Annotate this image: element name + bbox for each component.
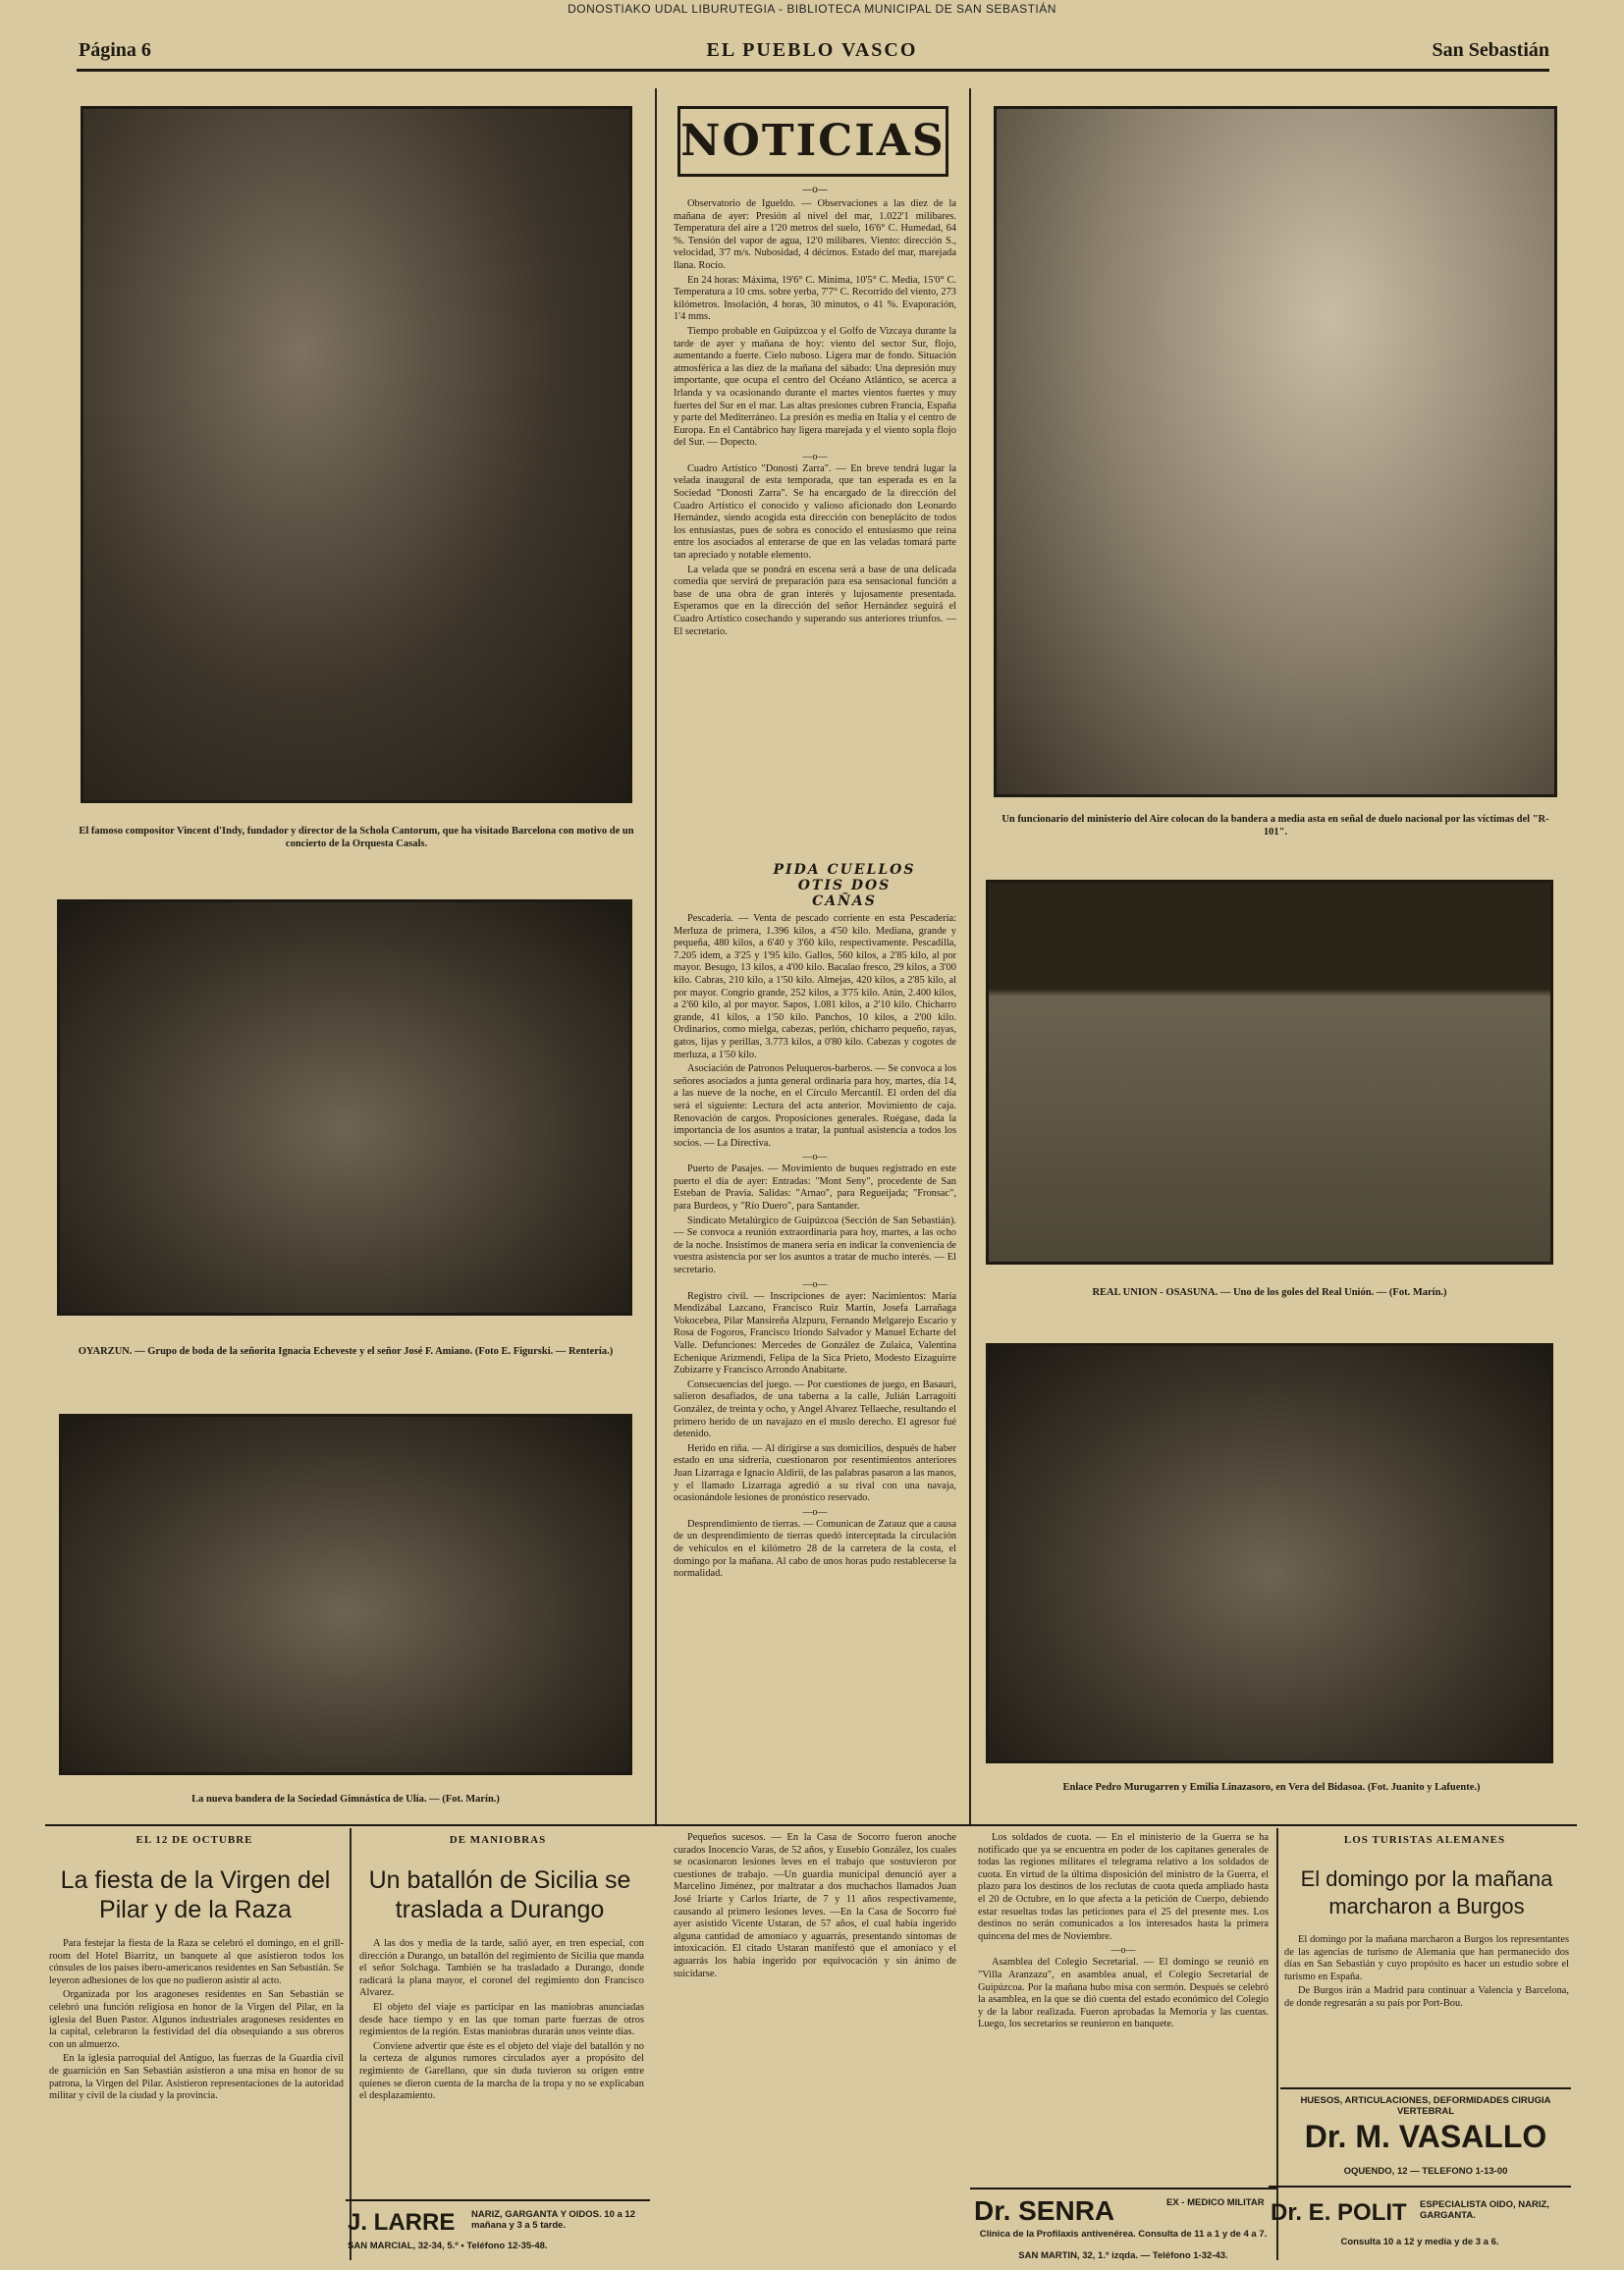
- header-rule: [77, 69, 1549, 72]
- photo-football-match: [986, 880, 1553, 1265]
- news-pequenos-sucesos: Pequeños sucesos. — En la Casa de Socorro fueron anoche curados Inocencio Varas, de 52 años, y Eusebio González, los cuales se ocasionaron lesiones leves en el trabajo que sostuvieron por cuestiones de trabajo. —Un guardia municipal denunció ayer a Marcelino Jiménez, por maltratar a dos muchachos llamados Juan José Iriarte y Carlos Iriarte, de 7 y 11 años respectivamente, causando al primero lesiones leves. —En la Casa de Socorro fué ayer asistido Vicente Ustaran, de 57 años, el cual había ingerido alguna cantidad de amoníaco y aguarrás, presentando síntomas de intoxicación. El citado Ustaran manifestó que el amoníaco y el aguarrás los había ingerido por equivocación y sin ánimo de suicidarse.: [674, 1832, 956, 1979]
- otis-collars-ad: PIDA CUELLOS OTIS DOS CAÑAS: [773, 862, 916, 909]
- ad-vasallo-address: OQUENDO, 12 — TELEFONO 1-13-00: [1343, 2166, 1508, 2177]
- separator: —o—: [1110, 1945, 1136, 1957]
- article-paragraph: Para festejar la fiesta de la Raza se celebró el domingo, en el grill-room del Hotel Biarritz, un banquete al que asistieron todos los cónsules de los países ibero-americanos residentes en San Sebastián. Se leyeron adhesiones de los que no pudieron asistir al acto.: [49, 1938, 344, 1986]
- caption-ulia: La nueva bandera de la Sociedad Gimnástica de Ulía. — (Fot. Marín.): [191, 1794, 500, 1805]
- news-soldados-cuota: Los soldados de cuota. — En el ministerio de la Guerra se ha notificado que ya se encuentra en poder de los capitanes generales de todas las regiones militares el telegrama relativo a los soldados de cuota. En virtud de la última disposición del ministro de la Guerra, el plazo para los destinos de los reclutas de cuota queda ampliado hasta el 20 de Octubre, en lo que afecta a la petición de Cuerpo, debiendo estar resueltas todas las peticiones para el 25 del presente mes. Los destinos no serán comunicados a los interesados hasta la primera quincena del mes de Noviembre.: [978, 1832, 1269, 1942]
- photo-vincent-dindy: [81, 106, 632, 803]
- photo-oyarzun-wedding: [57, 899, 632, 1316]
- archive-banner: DONOSTIAKO UDAL LIBURUTEGIA - BIBLIOTECA MUNICIPAL DE SAN SEBASTIÁN: [568, 2, 1056, 16]
- ad-polit-name: Dr. E. POLIT: [1271, 2199, 1407, 2226]
- article-paragraph: A las dos y media de la tarde, salió ayer, en tren especial, con dirección a Durango, un batallón del regimiento de Sicilia que manda el señor Solchaga. También se ha trasladado a Durango, donde radicará la plana mayor, el coronel del regimiento don Francisco Alvarez.: [359, 1938, 644, 1999]
- news-peluqueros: Asociación de Patronos Peluqueros-barberos. — Se convoca a los señores asociados a junta general ordinaria para hoy, martes, día 14, a las nueve de la noche, en el Círculo Mercantil. El orden del día será el siguiente: Lectura del acta anterior. Movimiento de caja. Renovación de cargos. Proposiciones generales. Ruégase, dada la importancia de los asuntos a tratar, la puntual asistencia a todos los socios. — La Directiva.: [674, 1063, 956, 1149]
- ad-senra-name: Dr. SENRA: [974, 2195, 1115, 2226]
- news-juego: Consecuencias del juego. — Por cuestiones de juego, en Basauri, salieron desafiados, de una taberna a la calle, Julián Larragoiti González, de treinta y ocho, y Angel Alvarez Tellaeche, resultando el primero herido de un navajazo en el muslo derecho. El agresor fué detenido.: [674, 1378, 956, 1440]
- caption-oyarzun: OYARZUN. — Grupo de boda de la señorita Ignacia Echeveste y el señor José F. Amiano. (Foto E. Figurski. — Rentería.): [78, 1346, 614, 1357]
- headline-pilar: La fiesta de la Virgen del Pilar y de la Raza: [60, 1866, 331, 1923]
- ad-polit-line: Consulta 10 a 12 y media y de 3 a 6.: [1340, 2237, 1499, 2247]
- kicker-pilar: EL 12 DE OCTUBRE: [135, 1834, 253, 1846]
- photo-ulia-flag: [59, 1414, 632, 1775]
- noticias-column-bottom: [674, 913, 956, 1583]
- separator: —o—: [802, 1152, 828, 1163]
- news-sindicato: Sindicato Metalúrgico de Guipúzcoa (Sección de San Sebastián). — Se convoca a reunión extraordinaria para hoy, martes, a las ocho de la noche. Insistimos de manera seria en indicar la conveniencia de vuestra asistencia por ser los asuntos a tratar de mucho interés. — El secretario.: [674, 1215, 956, 1276]
- noticias-column-right: [978, 1832, 1269, 2176]
- ad-larre-name: J. LARRE: [348, 2209, 456, 2236]
- ad-senra: [970, 2188, 1276, 2262]
- newspaper-title: EL PUEBLO VASCO: [706, 39, 918, 61]
- headline-sicilia: Un batallón de Sicilia se traslada a Durango: [368, 1866, 631, 1923]
- noticias-column-top: [674, 198, 956, 640]
- caption-dindy: El famoso compositor Vincent d'Indy, fundador y director de la Schola Cantorum, que ha visitado Barcelona con motivo de un concierto de la Orquesta Casals.: [79, 826, 634, 849]
- caption-wedding: Enlace Pedro Murugarren y Emilia Linazasoro, en Vera del Bidasoa. (Fot. Juanito y Lafuente.): [1062, 1782, 1481, 1793]
- news-herido: Herido en riña. — Al dirigirse a sus domicilios, después de haber estado en una sidrería, cuestionaron por resentimientos anteriores Juan Lizarraga e Ignacio Aldirii, de las palabras pasaron a las manos, y el llamado Lizarraga agredió a su rival con una navaja, ocasionándole lesiones de pronóstico reservado.: [674, 1442, 956, 1504]
- news-observatorio: Observatorio de Igueldo. — Observaciones a las diez de la mañana de ayer: Presión al nivel del mar, 1.022'1 milibares. Temperatura del aire a 1'20 metros del suelo, 16'6° C. Humedad, 64 %. Tensión del vapor de agua, 12'0 milibares. Viento: dirección S., velocidad, 3'7 m/s. Nubosidad, 4 décimos. Estado del mar, marejada llana. Rocío.: [674, 198, 956, 271]
- caption-flag: Un funcionario del ministerio del Aire colocan do la bandera a media asta en señal de duelo nacional por las víctimas del "R-101".: [1001, 814, 1549, 838]
- news-desprendimiento: Desprendimiento de tierras. — Comunican de Zarauz que a causa de un desprendimiento de tierras quedó interceptada la circulación de vehículos en el kilómetro 28 de la carretera de la costa, el domingo por la mañana. Al cabo de unos horas pudo restablecerse la normalidad.: [674, 1518, 956, 1580]
- noticias-logo: NOTICIAS: [677, 106, 948, 177]
- photo-murugarren-wedding: [986, 1343, 1553, 1763]
- column-divider: [350, 1828, 352, 2260]
- photo-union-jack: [994, 106, 1557, 797]
- caption-football: REAL UNION - OSASUNA. — Uno de los goles del Real Unión. — (Fot. Marín.): [1092, 1287, 1447, 1298]
- article-pilar-body: [49, 1938, 344, 2105]
- news-cuadro-artistico: Cuadro Artístico "Donosti Zarra". — En breve tendrá lugar la velada inaugural de esta temporada, que tan esperada es en la Sociedad "Donosti Zarra". Se ha encargado de la dirección del Cuadro Artístico el conocido y valioso aficionado don Leonardo Hernández, siendo acogida esta dirección con beneplácito de todos los entusiastas, pues de sobra es conocido el entusiasmo que reina entre los asociados al enterarse de que en las veladas tomará parte tan apreciado y notable elemento.: [674, 462, 956, 562]
- article-paragraph: El domingo por la mañana marcharon a Burgos los representantes de las agencias de turismo de Alemania que han permanecido dos días en San Sebastián y cuyo propósito es hacer un estudio sobre el turismo en España.: [1284, 1934, 1569, 1982]
- ad-polit: [1269, 2186, 1571, 2260]
- kicker-turistas: LOS TURISTAS ALEMANES: [1343, 1834, 1506, 1846]
- ad-larre-address: SAN MARCIAL, 32-34, 5.º • Teléfono 12-35-48.: [348, 2241, 548, 2251]
- news-24-horas: En 24 horas: Máxima, 19'6° C. Mínima, 10'5° C. Media, 15'0° C. Temperatura a 10 cms. sobre yerba, 7'7° C. Recorrido del viento, 273 kilómetros. Insolación, 4 horas, 30 minutos, o 41 %. Evaporación, 1'4 mms.: [674, 274, 956, 323]
- ad-larre: [346, 2199, 650, 2258]
- column-divider-right: [969, 88, 971, 1826]
- ad-larre-spec: NARIZ, GARGANTA Y OIDOS. 10 a 12 mañana y 3 a 5 tarde.: [471, 2209, 635, 2231]
- ad-polit-spec: ESPECIALISTA OIDO, NARIZ, GARGANTA.: [1420, 2199, 1549, 2221]
- article-paragraph: Organizada por los aragoneses residentes en San Sebastián se celebró una función religiosa en honor de la Virgen del Pilar, en la iglesia del Buen Pastor. Algunos industriales aragoneses residentes en la capital, celebraron la festividad del día obsequiando a sus obreros con un almuerzo.: [49, 1989, 344, 2050]
- ad-senra-spec: EX - MEDICO MILITAR: [1166, 2197, 1265, 2208]
- separator: —o—: [802, 451, 828, 462]
- noticias-column-bottom-2: [674, 1832, 956, 2195]
- section-rule: [45, 1824, 1577, 1826]
- ad-vasallo-top: HUESOS, ARTICULACIONES, DEFORMIDADES CIRUGIA VERTEBRAL: [1300, 2095, 1551, 2117]
- article-paragraph: De Burgos irán a Madrid para continuar a Valencia y Barcelona, de donde regresarán a su país por Port-Bou.: [1284, 1985, 1569, 2009]
- kicker-sicilia: DE MANIOBRAS: [449, 1834, 547, 1846]
- news-registro-civil: Registro civil. — Inscripciones de ayer: Nacimientos: María Mendizábal Lazcano, Francisco Ruiz Martín, Josefa Larrañaga Vokocebea, Pilar Mansireña Alzpuru, Fernando Melgarejo Escario y Rosa de Fogoros, Francisco Iriondo Salvador y Manuel Echarte del Valle. Defunciones: Mercedes de González de Zulaica, Valentina Echenique Arizmendi, Felipa de la Sica Prieto, Modesto Eizaguirre Zubizarre y Francisco Arrondo Anabitarte.: [674, 1290, 956, 1377]
- article-paragraph: Conviene advertir que éste es el objeto del viaje del batallón y no la certeza de algunos rumores circulados ayer a propósito del regimiento de Garellano, que sin duda tuvieron su origen entre quienes se dieron cuenta de la marcha de la tropa y no se explicaban el desplazamiento.: [359, 2040, 644, 2102]
- headline-turistas: El domingo por la mañana marcharon a Burgos: [1300, 1866, 1553, 1919]
- article-paragraph: En la iglesia parroquial del Antiguo, las fuerzas de la Guardia civil de guarnición en San Sebastián asistieron a una misa en honor de su patrona, la Virgen del Pilar. Asistieron representaciones de la autoridad militar y civil de la ciudad y la provincia.: [49, 2053, 344, 2102]
- separator: —o—: [801, 185, 829, 195]
- article-paragraph: El objeto del viaje es participar en las maniobras anunciadas desde hace tiempo y en las que toman parte fuerzas de otros regimientos de la región. Estas maniobras durarán unos veinte días.: [359, 2001, 644, 2038]
- separator: —o—: [802, 1506, 828, 1518]
- ad-senra-address: SAN MARTIN, 32, 1.º izqda. — Teléfono 1-32-43.: [1018, 2250, 1228, 2261]
- ad-vasallo-name: Dr. M. VASALLO: [1304, 2119, 1547, 2154]
- page-number: Página 6: [79, 39, 151, 61]
- news-tiempo: Tiempo probable en Guipúzcoa y el Golfo de Vizcaya durante la tarde de ayer y mañana de hoy: viento del sector Sur, flojo, aumentando a fuerte. Cielo nuboso. Ligera mar de fondo. Situación atmosférica a las diez de la mañana del sábado: Una depresión muy importante, que ocupa el centro del Océano Atlántico, se acerca a Irlanda y va ocasionando durante el martes vientos fuertes y muy fuertes del Sur en el mar. Las altas presiones cubren Francia, España y parte del Mediterráneo. La presión es media en Italia y el centro de Europa. En el Cantábrico hay ligera marejada y el viento sopla flojo del Sur. — Dopecto.: [674, 325, 956, 449]
- article-sicilia-body: [359, 1938, 644, 2105]
- news-pescaderia: Pescadería. — Venta de pescado corriente en esta Pescadería: Merluza de primera, 1.396 kilos, a 4'50 kilo. Mediana, grande y pequeña, 480 kilos, a 6'40 y 3'60 kilo, respectivamente. Pescadilla, 7.205 idem, a 3'25 y 1'95 kilo. Gallos, 560 kilos, a 2'85 kilo, al por mayor. Besugo, 13 kilos, a 4'00 kilo. Bacalao fresco, 29 kilos, a 3'00 kilo. Cabras, 210 kilo, a 1'50 kilo. Almejas, 420 kilos, a 2'85 kilo, al por mayor. Congrio grande, 252 kilos, a 3'75 kilo. Atún, 2.400 kilos, a 2'60 kilo, al por mayor. Sapos, 1.081 kilos, a 2'10 kilo. Chicharro grande, 41 kilos, a 1'50 kilo. Panchos, 10 kilos, a 2'00 kilo. Ordinarios, como mielga, cabezas, perlón, chicharro pequeño, rayas, gatos, lijas y perillas, 3.773 kilos, a 0'80 kilo. Cabezas y cogotes de merluza, a 1'50 kilo.: [674, 913, 956, 1060]
- news-puerto-pasajes: Puerto de Pasajes. — Movimiento de buques registrado en este puerto el día de ayer: Entradas: "Mont Seny", procedente de San Esteban de Pravia. Salidas: "Arnao", para Regueijada; "Fronsac", para Burdeos, y "Río Duero", para Santander.: [674, 1163, 956, 1213]
- city-name: San Sebastián: [1432, 39, 1549, 61]
- ad-vasallo: [1280, 2087, 1571, 2182]
- ad-senra-line: Clínica de la Profilaxis antivenérea. Consulta de 11 a 1 y de 4 a 7.: [979, 2229, 1268, 2240]
- news-colegio-secretarial: Asamblea del Colegio Secretarial. — El domingo se reunió en "Villa Aranzazu", en asamblea anual, el Colegio Secretarial de Guipúzcoa. Por la mañana hubo misa con sermón. Después se celebró la asamblea, en la que se dió cuenta del estado económico del Colegio y de la labor realizada. Fueron aprobadas la Memoria y las cuentas. Luego, los secretarios se reunieron en banquete.: [978, 1957, 1269, 2030]
- news-velada: La velada que se pondrá en escena será a base de una delicada comedia que servirá de preparación para esa sensacional función a base de una obra de gran interés y lujosamente presentada. Esperamos que en la dirección del señor Hernández seguirá el Cuadro Artístico cosechando y superando sus anteriores triunfos. — El secretario.: [674, 564, 956, 637]
- column-divider-left: [655, 88, 657, 1826]
- article-turistas-body: [1284, 1934, 1569, 2013]
- separator: —o—: [802, 1278, 828, 1290]
